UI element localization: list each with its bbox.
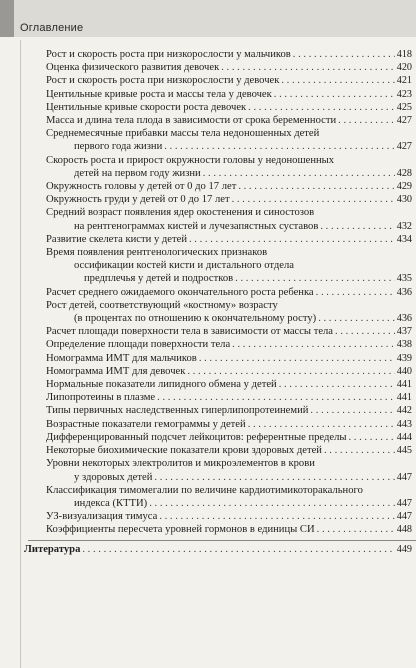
- toc-entry-text: Расчет среднего ожидаемого окончательного роста ребенка: [46, 286, 314, 298]
- toc-entry[interactable]: [46, 180, 412, 193]
- toc-entry-text: индекса (КТТИ): [74, 497, 148, 509]
- toc-page-number: 447: [396, 471, 412, 483]
- dot-leader: [232, 338, 395, 351]
- toc-page-number: 444: [396, 431, 412, 443]
- toc-page-number: 448: [396, 524, 412, 536]
- toc-page-number: 445: [396, 445, 412, 457]
- toc-entry-text: Определение площади поверхности тела: [46, 339, 231, 351]
- toc-entry[interactable]: [46, 404, 412, 417]
- header-bar: [0, 0, 416, 37]
- toc-entry[interactable]: [46, 74, 412, 87]
- toc-entry[interactable]: [46, 246, 412, 286]
- toc-entry[interactable]: [46, 206, 412, 232]
- section-divider: [28, 540, 416, 541]
- toc-entry[interactable]: [46, 325, 412, 338]
- toc-entry[interactable]: [46, 431, 412, 444]
- dot-leader: [317, 523, 395, 536]
- toc-page-number: 418: [396, 49, 412, 60]
- toc-page-number: 421: [396, 75, 412, 87]
- toc-entry-text: Окружность головы у детей от 0 до 17 лет: [46, 181, 237, 193]
- toc-entry[interactable]: [46, 286, 412, 299]
- toc-page-number: 429: [396, 181, 412, 193]
- dot-leader: [221, 61, 394, 74]
- dot-leader: [232, 193, 395, 206]
- toc-page-number: 435: [396, 273, 412, 285]
- dot-leader: [159, 510, 394, 523]
- toc-entry-text: у здоровых детей: [74, 471, 153, 483]
- toc-entry-text: Рост детей, соответствующий «костному» возрасту: [46, 299, 278, 311]
- toc-page-number: 430: [396, 194, 412, 206]
- toc-entry-text: детей на первом году жизни: [74, 167, 201, 179]
- toc-entry-text: Некоторые биохимические показатели крови здоровых детей: [46, 445, 322, 457]
- toc-entry[interactable]: [46, 418, 412, 431]
- dot-leader: [157, 391, 395, 404]
- toc-entry[interactable]: [46, 114, 412, 127]
- toc-entry-text: Уровни некоторых электролитов и микроэлементов в крови: [46, 458, 315, 470]
- toc-page-number: 432: [396, 220, 412, 232]
- toc-entry[interactable]: [46, 338, 412, 351]
- dot-leader: [199, 352, 395, 365]
- toc-entry[interactable]: [46, 233, 412, 246]
- dot-leader: [320, 220, 394, 233]
- toc-entry-text: Время появления рентгенологических признаков: [46, 247, 268, 259]
- toc-entry-text: Масса и длина тела плода в зависимости от срока беременности: [46, 115, 337, 127]
- left-margin-line: [20, 40, 21, 668]
- toc-entry[interactable]: [46, 457, 412, 483]
- toc-entry[interactable]: [46, 88, 412, 101]
- toc-entry-text: Нормальные показатели липидного обмена у детей: [46, 379, 277, 391]
- toc-page-number: 425: [396, 101, 412, 113]
- toc-entry[interactable]: [46, 484, 412, 510]
- toc-entry-text: Средний возраст появления ядер окостенения и синостозов: [46, 207, 315, 219]
- toc-entry[interactable]: [46, 299, 412, 325]
- toc-entry[interactable]: [46, 101, 412, 114]
- toc-page-number: 440: [396, 365, 412, 377]
- dot-leader: [164, 140, 394, 153]
- dot-leader: [248, 101, 395, 114]
- toc-page-number: 427: [396, 115, 412, 127]
- toc-entry-text: предплечья у детей и подростков: [84, 273, 234, 285]
- toc-entry-text: Развитие скелета кисти у детей: [46, 233, 187, 245]
- toc-entry[interactable]: [46, 154, 412, 180]
- dot-leader: [189, 233, 395, 246]
- toc-page-number: 437: [396, 326, 412, 338]
- header-accent: [0, 0, 14, 37]
- toc-entry[interactable]: [46, 61, 412, 74]
- toc-page-number: 428: [396, 167, 412, 179]
- dot-leader: [154, 471, 394, 484]
- toc-page-number: 441: [396, 379, 412, 391]
- toc-entry-text: Рост и скорость роста при низкорослости у мальчиков: [46, 49, 291, 60]
- toc-entry-text: (в процентах по отношению к окончательному росту): [74, 313, 317, 325]
- toc-entry-text: Центильные кривые роста и массы тела у девочек: [46, 88, 272, 100]
- toc-entry-text: Расчет площади поверхности тела в зависимости от массы тела: [46, 326, 334, 338]
- toc-section-literature[interactable]: [24, 543, 412, 556]
- toc-entry[interactable]: [46, 365, 412, 378]
- toc-entry[interactable]: [46, 127, 412, 153]
- toc-entry[interactable]: [46, 523, 412, 536]
- toc-entry[interactable]: [46, 510, 412, 523]
- toc-entry[interactable]: [46, 193, 412, 206]
- toc-page-number: 434: [396, 233, 412, 245]
- toc-entry-text: Среднемесячные прибавки массы тела недоношенных детей: [46, 128, 320, 140]
- dot-leader: [279, 378, 395, 391]
- toc-entry-text: первого года жизни: [74, 141, 163, 153]
- toc-entry-text: Рост и скорость роста при низкорослости у девочек: [46, 75, 280, 87]
- toc-entry-text: Липопротеины в плазме: [46, 392, 156, 404]
- toc-page-number: 443: [396, 418, 412, 430]
- toc-entry-text: Номограмма ИМТ для девочек: [46, 365, 186, 377]
- toc-entry-text: Классификация тимомегалии по величине кардиотимикоторакального: [46, 484, 363, 496]
- toc-entry-text: УЗ-визуализация тимуса: [46, 511, 158, 523]
- page-title: Оглавление: [20, 22, 84, 34]
- toc-entry-text: Коэффициенты пересчета уровней гормонов в единицы СИ: [46, 524, 315, 536]
- toc-page-number: 447: [396, 497, 412, 509]
- toc-page-number: 439: [396, 352, 412, 364]
- toc-page-number: 438: [396, 339, 412, 351]
- toc-page-number: 436: [396, 313, 412, 325]
- toc-entry-text: оссификации костей кисти и дистального отдела: [74, 260, 294, 272]
- toc-entry-text: Номограмма ИМТ для мальчиков: [46, 352, 197, 364]
- dot-leader: [316, 286, 395, 299]
- toc-entry[interactable]: [46, 352, 412, 365]
- toc-entry-text: Возрастные показатели гемограммы у детей: [46, 418, 246, 430]
- dot-leader: [235, 272, 395, 285]
- dot-leader: [238, 180, 394, 193]
- toc-entry-text: Окружность груди у детей от 0 до 17 лет: [46, 194, 230, 206]
- dot-leader: [82, 543, 394, 556]
- toc-page-number: 423: [396, 88, 412, 100]
- toc-entry[interactable]: [46, 378, 412, 391]
- toc-page-number: 447: [396, 511, 412, 523]
- toc-entry-text: Типы первичных наследственных гиперлипопротеинемий: [46, 405, 309, 417]
- toc-entry-text: Оценка физического развития девочек: [46, 62, 220, 74]
- dot-leader: [349, 431, 395, 444]
- dot-leader: [248, 418, 395, 431]
- toc-entry[interactable]: [46, 444, 412, 457]
- table-of-contents: [24, 48, 412, 556]
- toc-page-number: 449: [396, 543, 412, 555]
- toc-entry-text: Скорость роста и прирост окружности головы у недоношенных: [46, 154, 335, 166]
- toc-page-number: 441: [396, 392, 412, 404]
- dot-leader: [310, 404, 394, 417]
- dot-leader: [281, 74, 394, 87]
- toc-page-number: 420: [396, 62, 412, 74]
- dot-leader: [338, 114, 395, 127]
- dot-leader: [274, 88, 395, 101]
- dot-leader: [293, 48, 395, 61]
- toc-entry-text: на рентгенограммах кистей и лучезапястных суставов: [74, 220, 319, 232]
- toc-entry[interactable]: [46, 48, 412, 61]
- dot-leader: [318, 312, 395, 325]
- toc-entry-text: Дифференцированный подсчет лейкоцитов: референтные пределы: [46, 431, 347, 443]
- toc-entry[interactable]: [46, 391, 412, 404]
- dot-leader: [324, 444, 395, 457]
- toc-page-number: 427: [396, 141, 412, 153]
- dot-leader: [187, 365, 394, 378]
- dot-leader: [203, 167, 395, 180]
- dot-leader: [335, 325, 395, 338]
- toc-page-number: 442: [396, 405, 412, 417]
- toc-entry-text: Центильные кривые скорости роста девочек: [46, 101, 247, 113]
- toc-section-title: Литература: [24, 543, 81, 555]
- toc-page-number: 436: [396, 286, 412, 298]
- dot-leader: [149, 497, 395, 510]
